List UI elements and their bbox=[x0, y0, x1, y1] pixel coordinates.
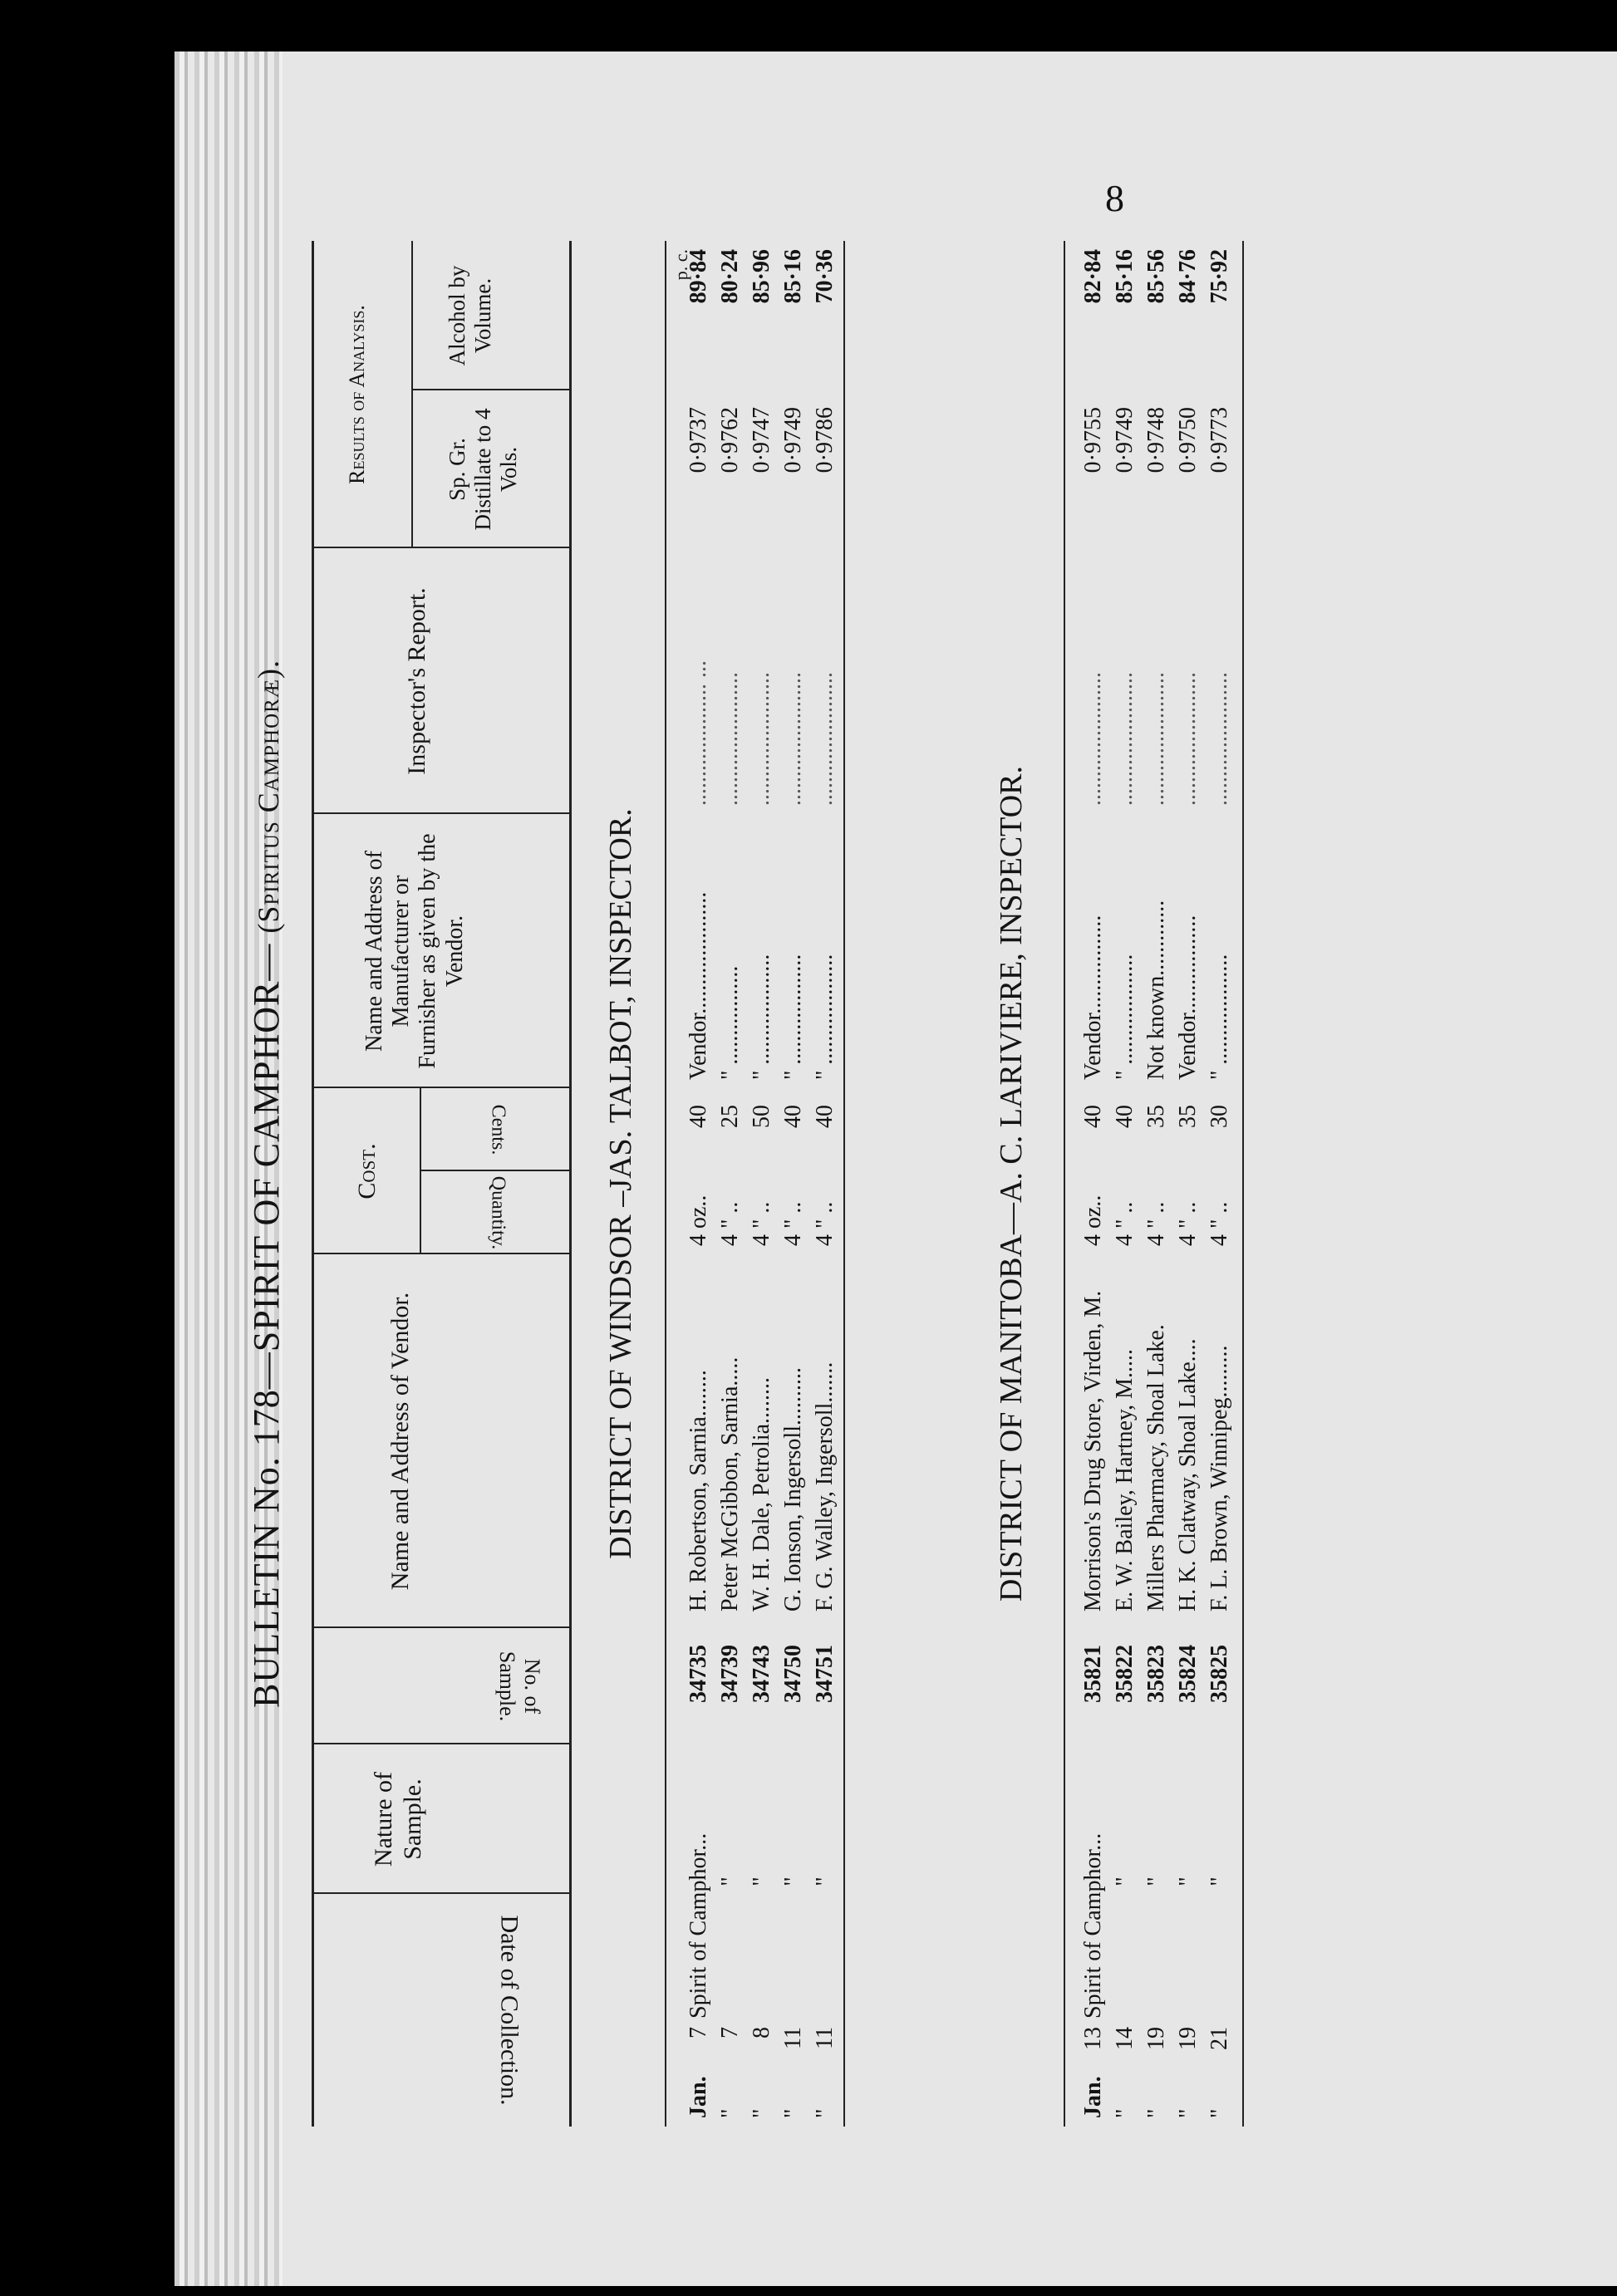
page-number: 8 bbox=[1105, 177, 1124, 219]
cell-vendor: F. G. Walley, Ingersoll....... bbox=[812, 1361, 838, 1612]
district-bottom-rule bbox=[1242, 241, 1244, 2127]
cell-cents: 30 bbox=[1207, 1105, 1232, 1128]
cell-vendor: E. W. Bailey, Hartney, M..... bbox=[1112, 1349, 1138, 1612]
cell-manufacturer: " ................... bbox=[749, 954, 774, 1080]
cell-spgr: 0·9755 bbox=[1080, 407, 1106, 473]
district-heading: DISTRICT OF MANITOBA—A. C. LARIVIERE, INSPECTOR. bbox=[994, 765, 1029, 1602]
cell-no: 35822 bbox=[1112, 1645, 1138, 1703]
cell-cents: 40 bbox=[686, 1105, 711, 1128]
unit-pc: p. c. bbox=[671, 249, 691, 281]
cell-alcohol: 70·36 bbox=[812, 249, 838, 304]
cell-manufacturer: Vendor..................... bbox=[686, 891, 711, 1080]
cell-nature: Spirit of Camphor... bbox=[1080, 1832, 1106, 2019]
cell-no: 35824 bbox=[1175, 1645, 1201, 1703]
cell-nature: " bbox=[1207, 1877, 1232, 1886]
cell-report: ..................... ... bbox=[686, 660, 711, 806]
cell-alcohol: 85·16 bbox=[780, 249, 806, 304]
header-spgr: Sp. Gr. Distillate to 4 Vols. bbox=[445, 408, 522, 531]
cell-report: ....................... bbox=[1143, 672, 1169, 806]
header-no: No. of Sample. bbox=[494, 1651, 544, 1722]
cell-alcohol: 80·24 bbox=[717, 249, 743, 304]
cell-report: ....................... bbox=[749, 672, 774, 806]
results-subrule bbox=[411, 241, 413, 548]
cell-vendor: Peter McGibbon, Sarnia..... bbox=[717, 1357, 743, 1612]
cell-day: 8 bbox=[749, 2027, 774, 2038]
cell-day: 7 bbox=[686, 2027, 711, 2038]
cell-month: " bbox=[812, 2108, 838, 2118]
cell-nature: " bbox=[1112, 1877, 1138, 1886]
cell-day: 19 bbox=[1175, 2027, 1201, 2050]
cell-alcohol: 84·76 bbox=[1175, 249, 1201, 304]
col-divider bbox=[312, 1892, 569, 1894]
title-latin: (Spiritus Camphoræ). bbox=[252, 659, 285, 934]
cell-nature: " bbox=[749, 1877, 774, 1886]
cell-cents: 35 bbox=[1143, 1105, 1169, 1128]
cell-report: ....................... bbox=[780, 672, 806, 806]
cell-spgr: 0·9748 bbox=[1143, 407, 1169, 473]
cell-quantity: 4 " .. bbox=[812, 1201, 838, 1246]
cell-alcohol: 85·56 bbox=[1143, 249, 1169, 304]
cell-month: " bbox=[749, 2108, 774, 2118]
col-divider bbox=[312, 1253, 569, 1254]
cell-manufacturer: " ................... bbox=[780, 954, 806, 1080]
page-title bbox=[245, 241, 288, 2127]
header-cost: Cost. bbox=[353, 1143, 381, 1200]
cell-vendor: Morrison's Drug Store, Virden, M. bbox=[1080, 1290, 1106, 1612]
cell-no: 34743 bbox=[749, 1645, 774, 1703]
cell-quantity: 4 " .. bbox=[749, 1201, 774, 1246]
cell-alcohol: 85·96 bbox=[749, 249, 774, 304]
header-results: Results of Analysis. bbox=[345, 305, 369, 484]
cell-month: Jan. bbox=[686, 2076, 711, 2118]
cell-manufacturer: Vendor................. bbox=[1080, 915, 1106, 1080]
cell-manufacturer: " ................. bbox=[717, 965, 743, 1080]
cell-spgr: 0·9786 bbox=[812, 407, 838, 473]
cell-quantity: 4 oz.. bbox=[686, 1195, 711, 1246]
cell-vendor: H. K. Clatway, Shoal Lake.... bbox=[1175, 1338, 1201, 1612]
header-bottom-rule bbox=[569, 241, 572, 2127]
header-top-rule bbox=[312, 241, 314, 2127]
cell-no: 35823 bbox=[1143, 1645, 1169, 1703]
cell-spgr: 0·9747 bbox=[749, 407, 774, 473]
col-divider bbox=[411, 389, 569, 390]
cell-day: 19 bbox=[1143, 2027, 1169, 2050]
district-bottom-rule bbox=[843, 241, 845, 2127]
cell-alcohol: 75·92 bbox=[1207, 249, 1232, 304]
cell-spgr: 0·9737 bbox=[686, 407, 711, 473]
cell-nature: " bbox=[1175, 1877, 1201, 1886]
cell-spgr: 0·9750 bbox=[1175, 407, 1201, 473]
cell-report: ....................... bbox=[1175, 672, 1201, 806]
cost-subrule bbox=[420, 1088, 421, 1254]
cell-quantity: 4 " .. bbox=[1175, 1201, 1201, 1246]
district-top-rule bbox=[665, 241, 666, 2127]
cell-manufacturer: " ................... bbox=[812, 954, 838, 1080]
cell-quantity: 4 oz.. bbox=[1080, 1195, 1106, 1246]
cell-quantity: 4 " .. bbox=[1143, 1201, 1169, 1246]
cell-cents: 35 bbox=[1175, 1105, 1201, 1128]
cell-report: ....................... bbox=[1080, 672, 1106, 806]
cell-nature: " bbox=[780, 1877, 806, 1886]
cell-month: " bbox=[1207, 2108, 1232, 2118]
cell-alcohol: 85·16 bbox=[1112, 249, 1138, 304]
cell-report: ....................... bbox=[1207, 672, 1232, 806]
cell-cents: 50 bbox=[749, 1105, 774, 1128]
header-alcohol: Alcohol by Volume. bbox=[445, 265, 496, 366]
cell-spgr: 0·9762 bbox=[717, 407, 743, 473]
cell-cents: 40 bbox=[780, 1105, 806, 1128]
cell-nature: " bbox=[1143, 1877, 1169, 1886]
cell-report: ....................... bbox=[1112, 672, 1138, 806]
header-date: Date of Collection. bbox=[495, 1915, 523, 2106]
cell-manufacturer: " ................... bbox=[1112, 954, 1138, 1080]
header-manufacturer: Name and Address of Manufacturer or Furnisher as given by the Vendor. bbox=[361, 833, 468, 1069]
cell-cents: 25 bbox=[717, 1105, 743, 1128]
cell-nature: " bbox=[717, 1877, 743, 1886]
cell-month: " bbox=[717, 2108, 743, 2118]
title-main: BULLETIN No. 178—SPIRIT OF CAMPHOR— bbox=[246, 943, 287, 1709]
cell-nature: " bbox=[812, 1877, 838, 1886]
cell-spgr: 0·9749 bbox=[1112, 407, 1138, 473]
cell-report: ....................... bbox=[717, 672, 743, 806]
district-heading: DISTRICT OF WINDSOR –JAS. TALBOT, INSPECTOR. bbox=[603, 808, 638, 1559]
cell-quantity: 4 " .. bbox=[780, 1201, 806, 1246]
cell-manufacturer: " ................... bbox=[1207, 954, 1232, 1080]
cell-manufacturer: Vendor................. bbox=[1175, 915, 1201, 1080]
header-report: Inspector's Report. bbox=[403, 587, 430, 775]
cell-day: 7 bbox=[717, 2027, 743, 2038]
cell-no: 34750 bbox=[780, 1645, 806, 1703]
cell-month: " bbox=[1143, 2108, 1169, 2118]
cell-manufacturer: Not known............. bbox=[1143, 900, 1169, 1080]
cell-spgr: 0·9773 bbox=[1207, 407, 1232, 473]
cell-no: 34751 bbox=[812, 1645, 838, 1703]
cell-report: ....................... bbox=[812, 672, 838, 806]
rotated-table-page bbox=[245, 241, 1591, 2127]
cell-month: " bbox=[780, 2108, 806, 2118]
cell-no: 34739 bbox=[717, 1645, 743, 1703]
cell-cents: 40 bbox=[812, 1105, 838, 1128]
cell-spgr: 0·9749 bbox=[780, 407, 806, 473]
cell-month: " bbox=[1175, 2108, 1201, 2118]
cell-month: " bbox=[1112, 2108, 1138, 2118]
cell-quantity: 4 " .. bbox=[717, 1201, 743, 1246]
col-divider bbox=[312, 1743, 569, 1744]
col-divider bbox=[312, 1626, 569, 1628]
cell-quantity: 4 " .. bbox=[1112, 1201, 1138, 1246]
header-vendor: Name and Address of Vendor. bbox=[386, 1292, 414, 1591]
header-quantity: Quantity. bbox=[487, 1175, 509, 1250]
cell-day: 13 bbox=[1080, 2027, 1106, 2050]
cell-no: 35821 bbox=[1080, 1645, 1106, 1703]
cell-no: 35825 bbox=[1207, 1645, 1232, 1703]
cell-day: 14 bbox=[1112, 2027, 1138, 2050]
cell-cents: 40 bbox=[1112, 1105, 1138, 1128]
col-divider bbox=[312, 1087, 569, 1088]
cell-no: 34735 bbox=[686, 1645, 711, 1703]
cell-day: 21 bbox=[1207, 2027, 1232, 2050]
cell-vendor: F. L. Brown, Winnipeg......... bbox=[1207, 1345, 1232, 1612]
cell-vendor: G. Ionson, Ingersoll.......... bbox=[780, 1367, 806, 1612]
cell-day: 11 bbox=[780, 2027, 806, 2049]
cell-alcohol: 82·84 bbox=[1080, 249, 1106, 304]
cell-month: Jan. bbox=[1080, 2076, 1106, 2118]
cell-alcohol: 89·84 bbox=[686, 249, 711, 304]
header-nature: Nature of Sample. bbox=[370, 1771, 426, 1867]
cell-vendor: Millers Pharmacy, Shoal Lake. bbox=[1143, 1324, 1169, 1612]
cell-vendor: W. H. Dale, Petrolia........ bbox=[749, 1376, 774, 1612]
cell-day: 11 bbox=[812, 2027, 838, 2049]
cell-vendor: H. Robertson, Sarnia........ bbox=[686, 1370, 711, 1612]
header-cents: Cents. bbox=[487, 1104, 509, 1155]
cell-cents: 40 bbox=[1080, 1105, 1106, 1128]
cell-quantity: 4 " .. bbox=[1207, 1201, 1232, 1246]
col-divider bbox=[312, 812, 569, 814]
district-top-rule bbox=[1064, 241, 1065, 2127]
cell-nature: Spirit of Camphor... bbox=[686, 1832, 711, 2019]
